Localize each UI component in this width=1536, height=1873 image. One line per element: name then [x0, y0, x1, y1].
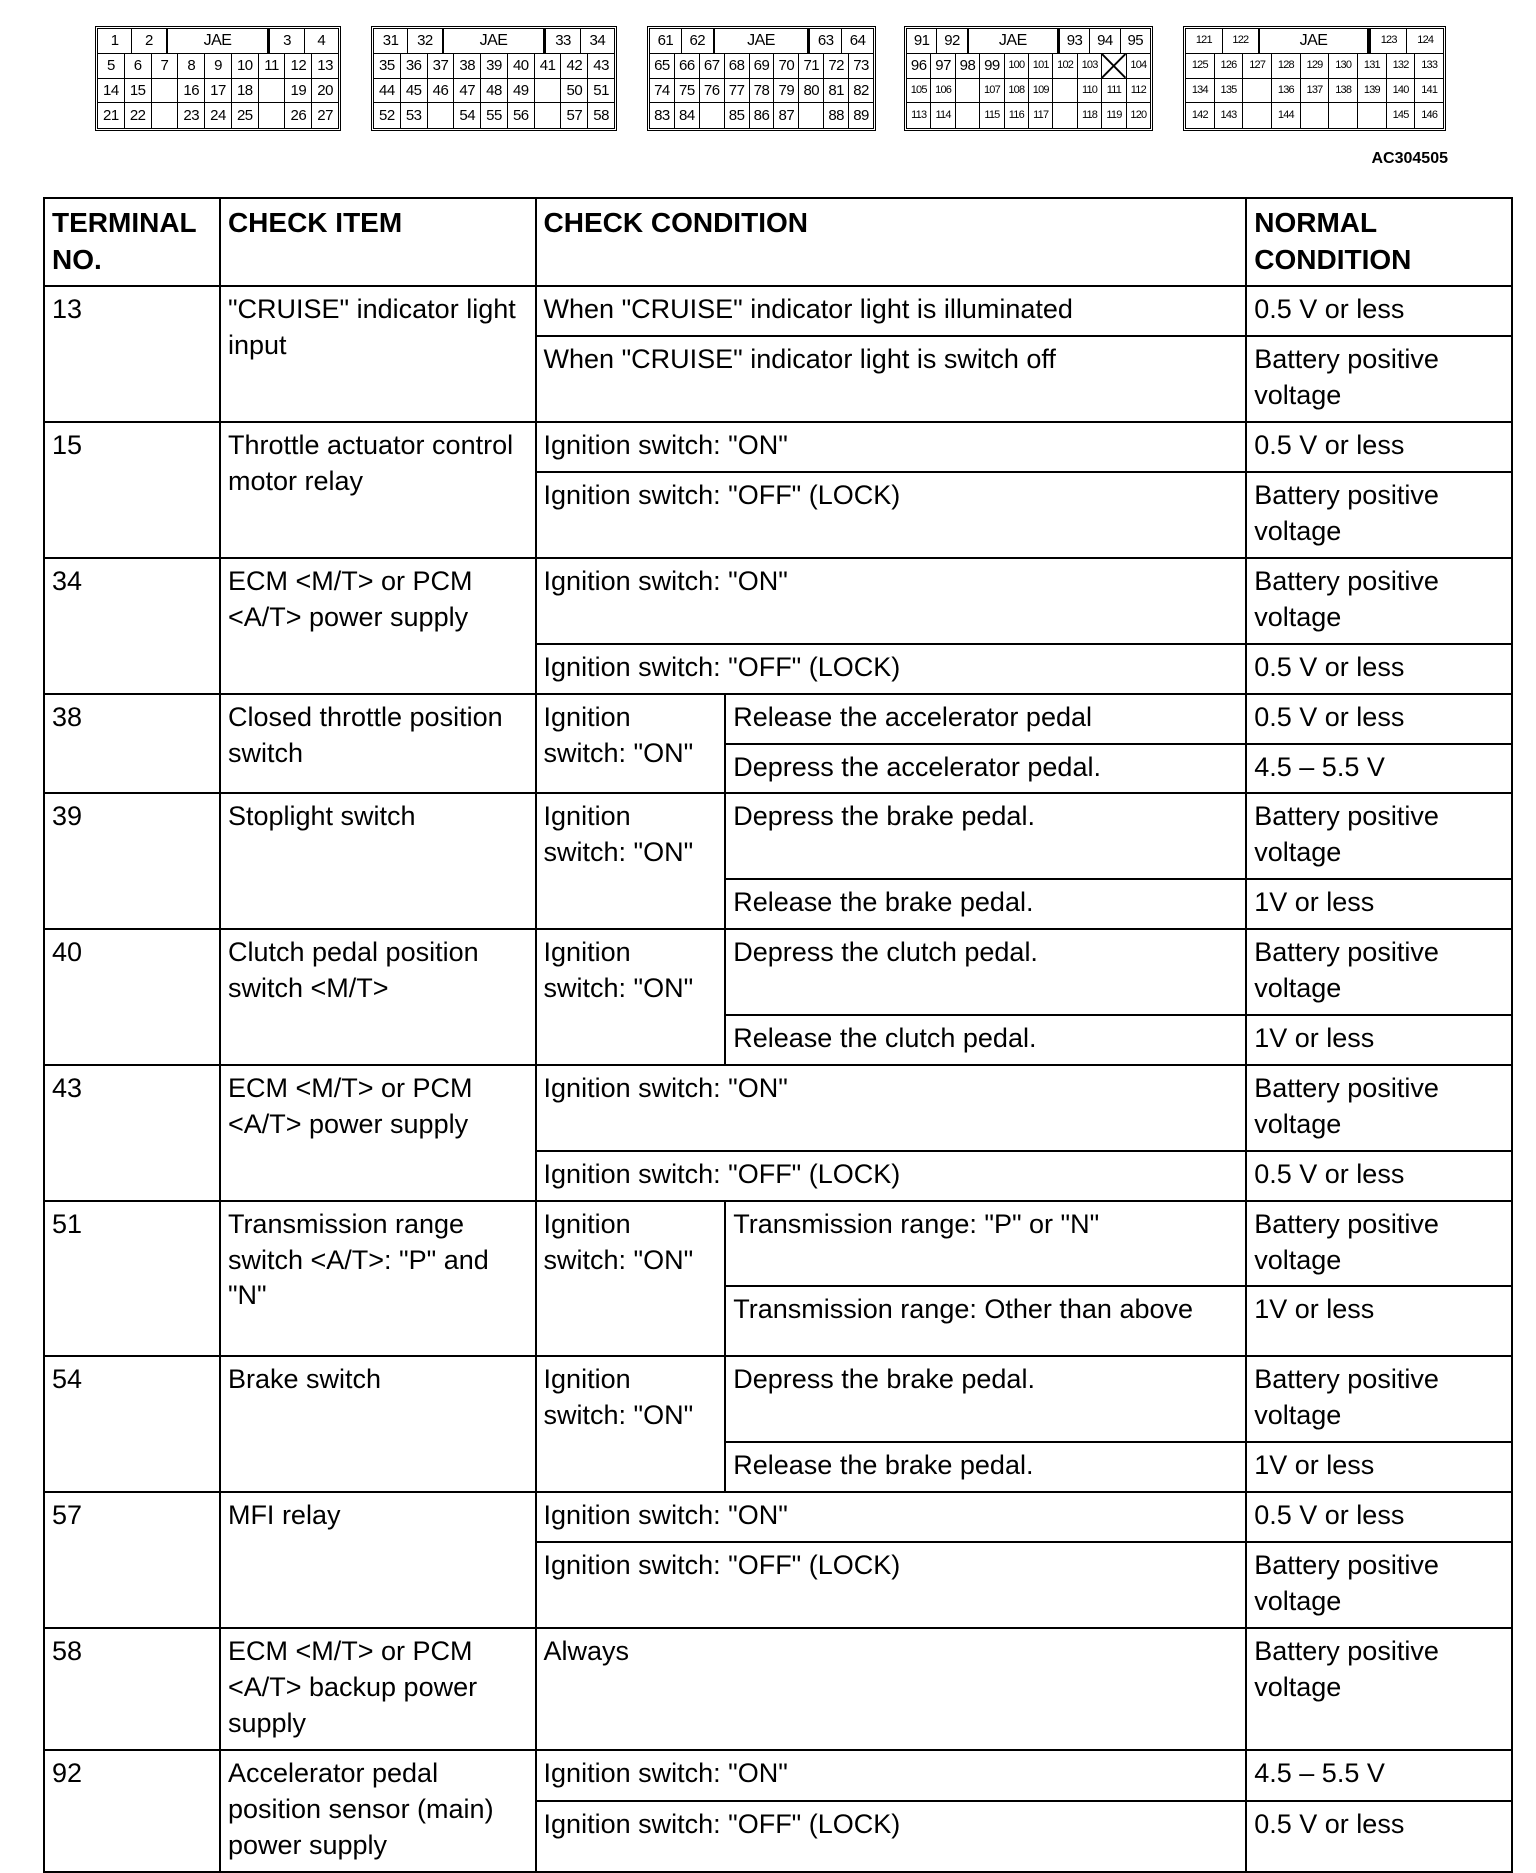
connector-row	[907, 29, 1150, 54]
terminal-number: 38	[44, 694, 220, 794]
connector-pin: 20	[312, 79, 338, 104]
normal-condition: 0.5 V or less	[1246, 694, 1512, 744]
connector-pin: 99	[980, 54, 1004, 79]
check-condition: Ignition switch: "ON"	[536, 558, 1247, 644]
connector-pin: 9	[205, 54, 232, 79]
connector-pin: 137	[1301, 79, 1330, 104]
check-condition: Transmission range: Other than above	[725, 1286, 1246, 1356]
connector-pin: 125	[1186, 54, 1215, 79]
header-terminal: TERMINAL NO.	[44, 198, 220, 286]
connector-pin: 39	[481, 54, 508, 79]
check-condition: Ignition switch: "ON"	[536, 1065, 1247, 1151]
header-check-condition: CHECK CONDITION	[536, 198, 1247, 286]
check-condition: Release the brake pedal.	[725, 1442, 1246, 1492]
connector-pin: 23	[178, 103, 205, 128]
connector-blank-cell	[799, 103, 824, 128]
check-condition: Ignition switch: "OFF" (LOCK)	[536, 644, 1247, 694]
connector-maker-label: JAE	[168, 29, 269, 54]
connector-pin: 53	[401, 103, 428, 128]
check-item: Brake switch	[220, 1356, 536, 1492]
terminal-check-table	[43, 197, 1513, 1873]
connector-pin: 105	[907, 79, 931, 104]
connector-row	[650, 29, 873, 54]
connector-pin: 92	[937, 29, 967, 54]
connector-pin: 112	[1127, 79, 1150, 104]
connector-pin: 129	[1301, 54, 1330, 79]
connector-pin: 130	[1329, 54, 1358, 79]
connector-pin: 7	[152, 54, 179, 79]
connector-row	[374, 29, 614, 54]
connector-blank-cell	[1358, 103, 1387, 128]
connector-pin: 67	[700, 54, 725, 79]
terminal-number: 39	[44, 793, 220, 929]
connector-pin: 136	[1272, 79, 1301, 104]
connector-blank-cell	[1243, 103, 1272, 128]
table-row	[44, 929, 1512, 1015]
table-row	[44, 793, 1512, 879]
connector-blank-cell	[700, 103, 725, 128]
connector-pin: 75	[675, 79, 700, 104]
check-condition: Always	[536, 1628, 1247, 1750]
connector-pin: 70	[774, 54, 799, 79]
connector-maker-label: JAE	[1260, 29, 1368, 54]
connector-pin: 45	[401, 79, 428, 104]
connector-pin: 6	[125, 54, 152, 79]
connector-pin: 123	[1371, 29, 1408, 54]
connector-pin: 141	[1415, 79, 1443, 104]
connector-pin: 98	[956, 54, 980, 79]
normal-condition: 1V or less	[1246, 1015, 1512, 1065]
connector-pin: 26	[285, 103, 312, 128]
normal-condition: Battery positive voltage	[1246, 929, 1512, 1015]
header-check-item: CHECK ITEM	[220, 198, 536, 286]
connector-pin: 108	[1005, 79, 1029, 104]
connector-pin: 128	[1272, 54, 1301, 79]
connector-blank-cell	[152, 79, 179, 104]
connector-pin: 4	[305, 29, 338, 54]
terminal-number: 57	[44, 1492, 220, 1628]
normal-condition: 0.5 V or less	[1246, 1151, 1512, 1201]
check-item: Clutch pedal position switch <M/T>	[220, 929, 536, 1065]
check-condition: Release the accelerator pedal	[725, 694, 1246, 744]
connector-pin: 42	[561, 54, 588, 79]
terminal-number: 15	[44, 422, 220, 558]
connector-pin: 106	[931, 79, 955, 104]
connector-pin: 124	[1407, 29, 1443, 54]
connector-pin: 115	[980, 103, 1004, 128]
connector-pin: 146	[1421, 109, 1438, 122]
terminal-number: 92	[44, 1750, 220, 1872]
connector-pin: 17	[205, 79, 232, 104]
connector-pin: 134	[1186, 79, 1215, 104]
connector-pin: 32	[408, 29, 442, 54]
connector-pin: 132	[1387, 54, 1416, 79]
connector-pin: 144	[1272, 103, 1301, 128]
condition-group: Ignition switch: "ON"	[536, 793, 726, 929]
normal-condition: Battery positive voltage	[1246, 472, 1512, 558]
connector-pin: 62	[682, 29, 714, 54]
unused-terminal-cross-icon	[1102, 54, 1126, 79]
normal-condition: 4.5 – 5.5 V	[1246, 744, 1512, 794]
connector-row	[650, 103, 873, 128]
check-condition: Transmission range: "P" or "N"	[725, 1201, 1246, 1287]
terminal-number: 51	[44, 1201, 220, 1357]
connector-blank-cell	[535, 103, 562, 128]
connector-pin: 145	[1387, 103, 1416, 128]
connector-pin: 56	[508, 103, 535, 128]
normal-condition: Battery positive voltage	[1246, 1356, 1512, 1442]
connector-pin: 140	[1387, 79, 1416, 104]
connector-pin: 5	[98, 54, 125, 79]
connector-pin: 76	[700, 79, 725, 104]
connector-row	[374, 79, 614, 104]
connector-5	[1183, 26, 1446, 131]
connector-pin: 91	[907, 29, 937, 54]
terminal-number: 13	[44, 286, 220, 422]
table-row	[44, 558, 1512, 644]
check-condition: Ignition switch: "ON"	[536, 422, 1247, 472]
table-row	[44, 422, 1512, 472]
connector-blank-cell	[1053, 103, 1077, 128]
connector-row	[650, 79, 873, 104]
connector-pin: 27	[317, 107, 333, 125]
check-condition: When "CRUISE" indicator light is switch off	[536, 336, 1247, 422]
connector-pin: 116	[1005, 103, 1029, 128]
connector-pin: 93	[1060, 29, 1090, 54]
check-condition: Depress the brake pedal.	[725, 1356, 1246, 1442]
connector-pin: 111	[1102, 79, 1126, 104]
connector-pin: 74	[650, 79, 675, 104]
connector-pin: 77	[725, 79, 750, 104]
connector-pin: 38	[454, 54, 481, 79]
check-item: Throttle actuator control motor relay	[220, 422, 536, 558]
normal-condition: 0.5 V or less	[1246, 1801, 1512, 1872]
check-item: "CRUISE" indicator light input	[220, 286, 536, 422]
connector-pin: 44	[374, 79, 401, 104]
connector-pin: 47	[454, 79, 481, 104]
connector-pin: 48	[481, 79, 508, 104]
normal-condition: Battery positive voltage	[1246, 1065, 1512, 1151]
connector-pin: 36	[401, 54, 428, 79]
connector-pin: 35	[374, 54, 401, 79]
connector-pin: 57	[561, 103, 588, 128]
connector-blank-cell	[259, 103, 286, 128]
terminal-number: 54	[44, 1356, 220, 1492]
normal-condition: 4.5 – 5.5 V	[1246, 1750, 1512, 1801]
normal-condition: 0.5 V or less	[1246, 644, 1512, 694]
connector-3	[647, 26, 876, 131]
connector-pin: 24	[205, 103, 232, 128]
connector-pin: 21	[98, 103, 125, 128]
connector-pin: 85	[725, 103, 750, 128]
check-condition: Depress the accelerator pedal.	[725, 744, 1246, 794]
condition-group: Ignition switch: "ON"	[536, 694, 726, 794]
connector-pin: 121	[1186, 29, 1223, 54]
check-condition: Ignition switch: "OFF" (LOCK)	[536, 1801, 1247, 1872]
connector-row	[907, 54, 1150, 79]
connector-pin: 37	[428, 54, 455, 79]
connector-pin: 104	[1127, 54, 1150, 79]
connector-pin: 40	[508, 54, 535, 79]
check-condition: Release the clutch pedal.	[725, 1015, 1246, 1065]
connector-pin: 113	[907, 103, 931, 128]
normal-condition: 0.5 V or less	[1246, 422, 1512, 472]
check-condition: Depress the clutch pedal.	[725, 929, 1246, 1015]
terminal-number: 58	[44, 1628, 220, 1750]
connector-pin: 117	[1029, 103, 1053, 128]
connector-pin: 46	[428, 79, 455, 104]
connector-pin: 11	[259, 54, 286, 79]
connector-pin: 73	[849, 54, 873, 79]
connector-row	[98, 79, 338, 104]
table-row	[44, 286, 1512, 336]
connector-pin: 110	[1078, 79, 1102, 104]
connector-pin: 65	[650, 54, 675, 79]
normal-condition: 1V or less	[1246, 1286, 1512, 1356]
check-item: Transmission range switch <A/T>: "P" and "N"	[220, 1201, 536, 1357]
connector-maker-label: JAE	[969, 29, 1058, 54]
connector-pin: 71	[799, 54, 824, 79]
connector-pin: 52	[374, 103, 401, 128]
connector-maker-label: JAE	[715, 29, 809, 54]
connector-pin: 107	[980, 79, 1004, 104]
check-item: Closed throttle position switch	[220, 694, 536, 794]
normal-condition: 1V or less	[1246, 1442, 1512, 1492]
connector-pin: 127	[1243, 54, 1272, 79]
connector-pin: 102	[1053, 54, 1077, 79]
connector-pin: 63	[810, 29, 842, 54]
condition-group: Ignition switch: "ON"	[536, 1201, 726, 1357]
connector-pin: 54	[454, 103, 481, 128]
connector-pin: 61	[650, 29, 682, 54]
connector-row	[650, 54, 873, 79]
check-condition: Ignition switch: "OFF" (LOCK)	[536, 1151, 1247, 1201]
check-item: Accelerator pedal position sensor (main) power supply	[220, 1750, 536, 1872]
connector-pin: 16	[178, 79, 205, 104]
connector-pin: 143	[1215, 103, 1244, 128]
connector-blank-cell	[956, 79, 980, 104]
connector-blank-cell	[428, 103, 455, 128]
connector-pin: 122	[1223, 29, 1260, 54]
connector-pin: 64	[842, 29, 873, 54]
table-row	[44, 1201, 1512, 1287]
table-row	[44, 1065, 1512, 1151]
check-condition: Ignition switch: "OFF" (LOCK)	[536, 1542, 1247, 1628]
connector-pin: 34	[581, 29, 614, 54]
connector-pin: 55	[481, 103, 508, 128]
connector-row	[374, 103, 614, 128]
connector-2	[371, 26, 617, 131]
check-item: Stoplight switch	[220, 793, 536, 929]
check-item: ECM <M/T> or PCM <A/T> power supply	[220, 1065, 536, 1201]
table-row	[44, 694, 1512, 744]
connector-pin: 51	[588, 79, 614, 104]
connector-row	[907, 103, 1150, 128]
table-row	[44, 1750, 1512, 1801]
connector-pin: 13	[312, 54, 338, 79]
normal-condition: Battery positive voltage	[1246, 793, 1512, 879]
connector-pin: 66	[675, 54, 700, 79]
connector-row	[98, 103, 338, 128]
connector-pin: 15	[125, 79, 152, 104]
table-row	[44, 1492, 1512, 1542]
connector-pin: 69	[750, 54, 775, 79]
terminal-number: 40	[44, 929, 220, 1065]
normal-condition: Battery positive voltage	[1246, 1201, 1512, 1287]
check-item: ECM <M/T> or PCM <A/T> power supply	[220, 558, 536, 694]
condition-group: Ignition switch: "ON"	[536, 929, 726, 1065]
connector-pin: 103	[1078, 54, 1102, 79]
connector-pin: 131	[1358, 54, 1387, 79]
connector-pin: 96	[907, 54, 931, 79]
connector-pin: 142	[1186, 103, 1215, 128]
connector-1	[95, 26, 341, 131]
table-row	[44, 1356, 1512, 1442]
connector-row	[1186, 79, 1443, 104]
connector-row	[1186, 103, 1443, 128]
connector-row	[98, 54, 338, 79]
connector-pin: 100	[1005, 54, 1029, 79]
normal-condition: 0.5 V or less	[1246, 286, 1512, 336]
connector-pin: 33	[546, 29, 580, 54]
connector-blank-cell	[152, 103, 179, 128]
connector-pin: 95	[1121, 29, 1150, 54]
connector-pin: 19	[285, 79, 312, 104]
connector-blank-cell	[1053, 79, 1077, 104]
connector-pin: 139	[1358, 79, 1387, 104]
connector-blank-cell	[956, 103, 980, 128]
connector-pin: 58	[593, 107, 609, 125]
check-condition: Ignition switch: "OFF" (LOCK)	[536, 472, 1247, 558]
check-item: ECM <M/T> or PCM <A/T> backup power supply	[220, 1628, 536, 1750]
connector-pin: 109	[1029, 79, 1053, 104]
connector-pin: 120	[1130, 109, 1147, 122]
connector-pin: 97	[931, 54, 955, 79]
connector-pin: 80	[799, 79, 824, 104]
connector-pin: 94	[1090, 29, 1120, 54]
normal-condition: Battery positive voltage	[1246, 1542, 1512, 1628]
check-condition: When "CRUISE" indicator light is illuminated	[536, 286, 1247, 336]
check-condition: Ignition switch: "ON"	[536, 1750, 1247, 1801]
table-row	[44, 1628, 1512, 1750]
connector-pin: 83	[650, 103, 675, 128]
terminal-number: 34	[44, 558, 220, 694]
connector-pin: 78	[750, 79, 775, 104]
connector-pin: 118	[1078, 103, 1102, 128]
connector-pin: 79	[774, 79, 799, 104]
connector-pin: 22	[125, 103, 152, 128]
connector-pin: 126	[1215, 54, 1244, 79]
connector-pin: 14	[98, 79, 125, 104]
connector-pin: 101	[1029, 54, 1053, 79]
connector-pin: 84	[675, 103, 700, 128]
connector-pin: 31	[374, 29, 408, 54]
connector-pin: 89	[853, 107, 869, 125]
connector-pin: 43	[588, 54, 614, 79]
normal-condition: 0.5 V or less	[1246, 1492, 1512, 1542]
connector-pin: 87	[774, 103, 799, 128]
connector-pin: 68	[725, 54, 750, 79]
connector-blank-cell	[259, 79, 286, 104]
connector-pin: 2	[132, 29, 166, 54]
figure-id: AC304505	[1371, 150, 1448, 167]
connector-blank-cell	[535, 79, 562, 104]
check-item: MFI relay	[220, 1492, 536, 1628]
connector-pin: 81	[824, 79, 849, 104]
connector-blank-cell	[1243, 79, 1272, 104]
connector-pin: 82	[849, 79, 873, 104]
check-condition: Ignition switch: "ON"	[536, 1492, 1247, 1542]
connector-maker-label: JAE	[444, 29, 545, 54]
normal-condition: Battery positive voltage	[1246, 1628, 1512, 1750]
header-normal-condition: NORMAL CONDITION	[1246, 198, 1512, 286]
connector-pin: 135	[1215, 79, 1244, 104]
connector-row	[907, 79, 1150, 104]
connector-row	[1186, 54, 1443, 79]
connector-pin: 49	[508, 79, 535, 104]
normal-condition: 1V or less	[1246, 879, 1512, 929]
connector-row	[374, 54, 614, 79]
connector-pin: 88	[824, 103, 849, 128]
connector-pin: 138	[1329, 79, 1358, 104]
condition-group: Ignition switch: "ON"	[536, 1356, 726, 1492]
connector-pin: 41	[535, 54, 562, 79]
connector-4	[904, 26, 1153, 131]
normal-condition: Battery positive voltage	[1246, 336, 1512, 422]
connector-pin: 133	[1415, 54, 1443, 79]
connector-pin: 3	[270, 29, 304, 54]
connector-pin: 1	[98, 29, 132, 54]
connector-pin: 8	[178, 54, 205, 79]
table-header-row	[44, 198, 1512, 286]
connector-pin: 86	[750, 103, 775, 128]
connector-row	[98, 29, 338, 54]
connector-pin: 25	[232, 103, 259, 128]
connector-blank-cell	[1301, 103, 1330, 128]
terminal-number: 43	[44, 1065, 220, 1201]
check-condition: Depress the brake pedal.	[725, 793, 1246, 879]
connector-pin: 12	[285, 54, 312, 79]
connector-row	[1186, 29, 1443, 54]
normal-condition: Battery positive voltage	[1246, 558, 1512, 644]
connector-blank-cell	[1329, 103, 1358, 128]
connector-pin: 10	[232, 54, 259, 79]
connector-pin: 50	[561, 79, 588, 104]
connector-pin: 114	[931, 103, 955, 128]
connector-pin: 18	[232, 79, 259, 104]
connector-pin: 119	[1102, 103, 1126, 128]
check-condition: Release the brake pedal.	[725, 879, 1246, 929]
connector-pin: 72	[824, 54, 849, 79]
